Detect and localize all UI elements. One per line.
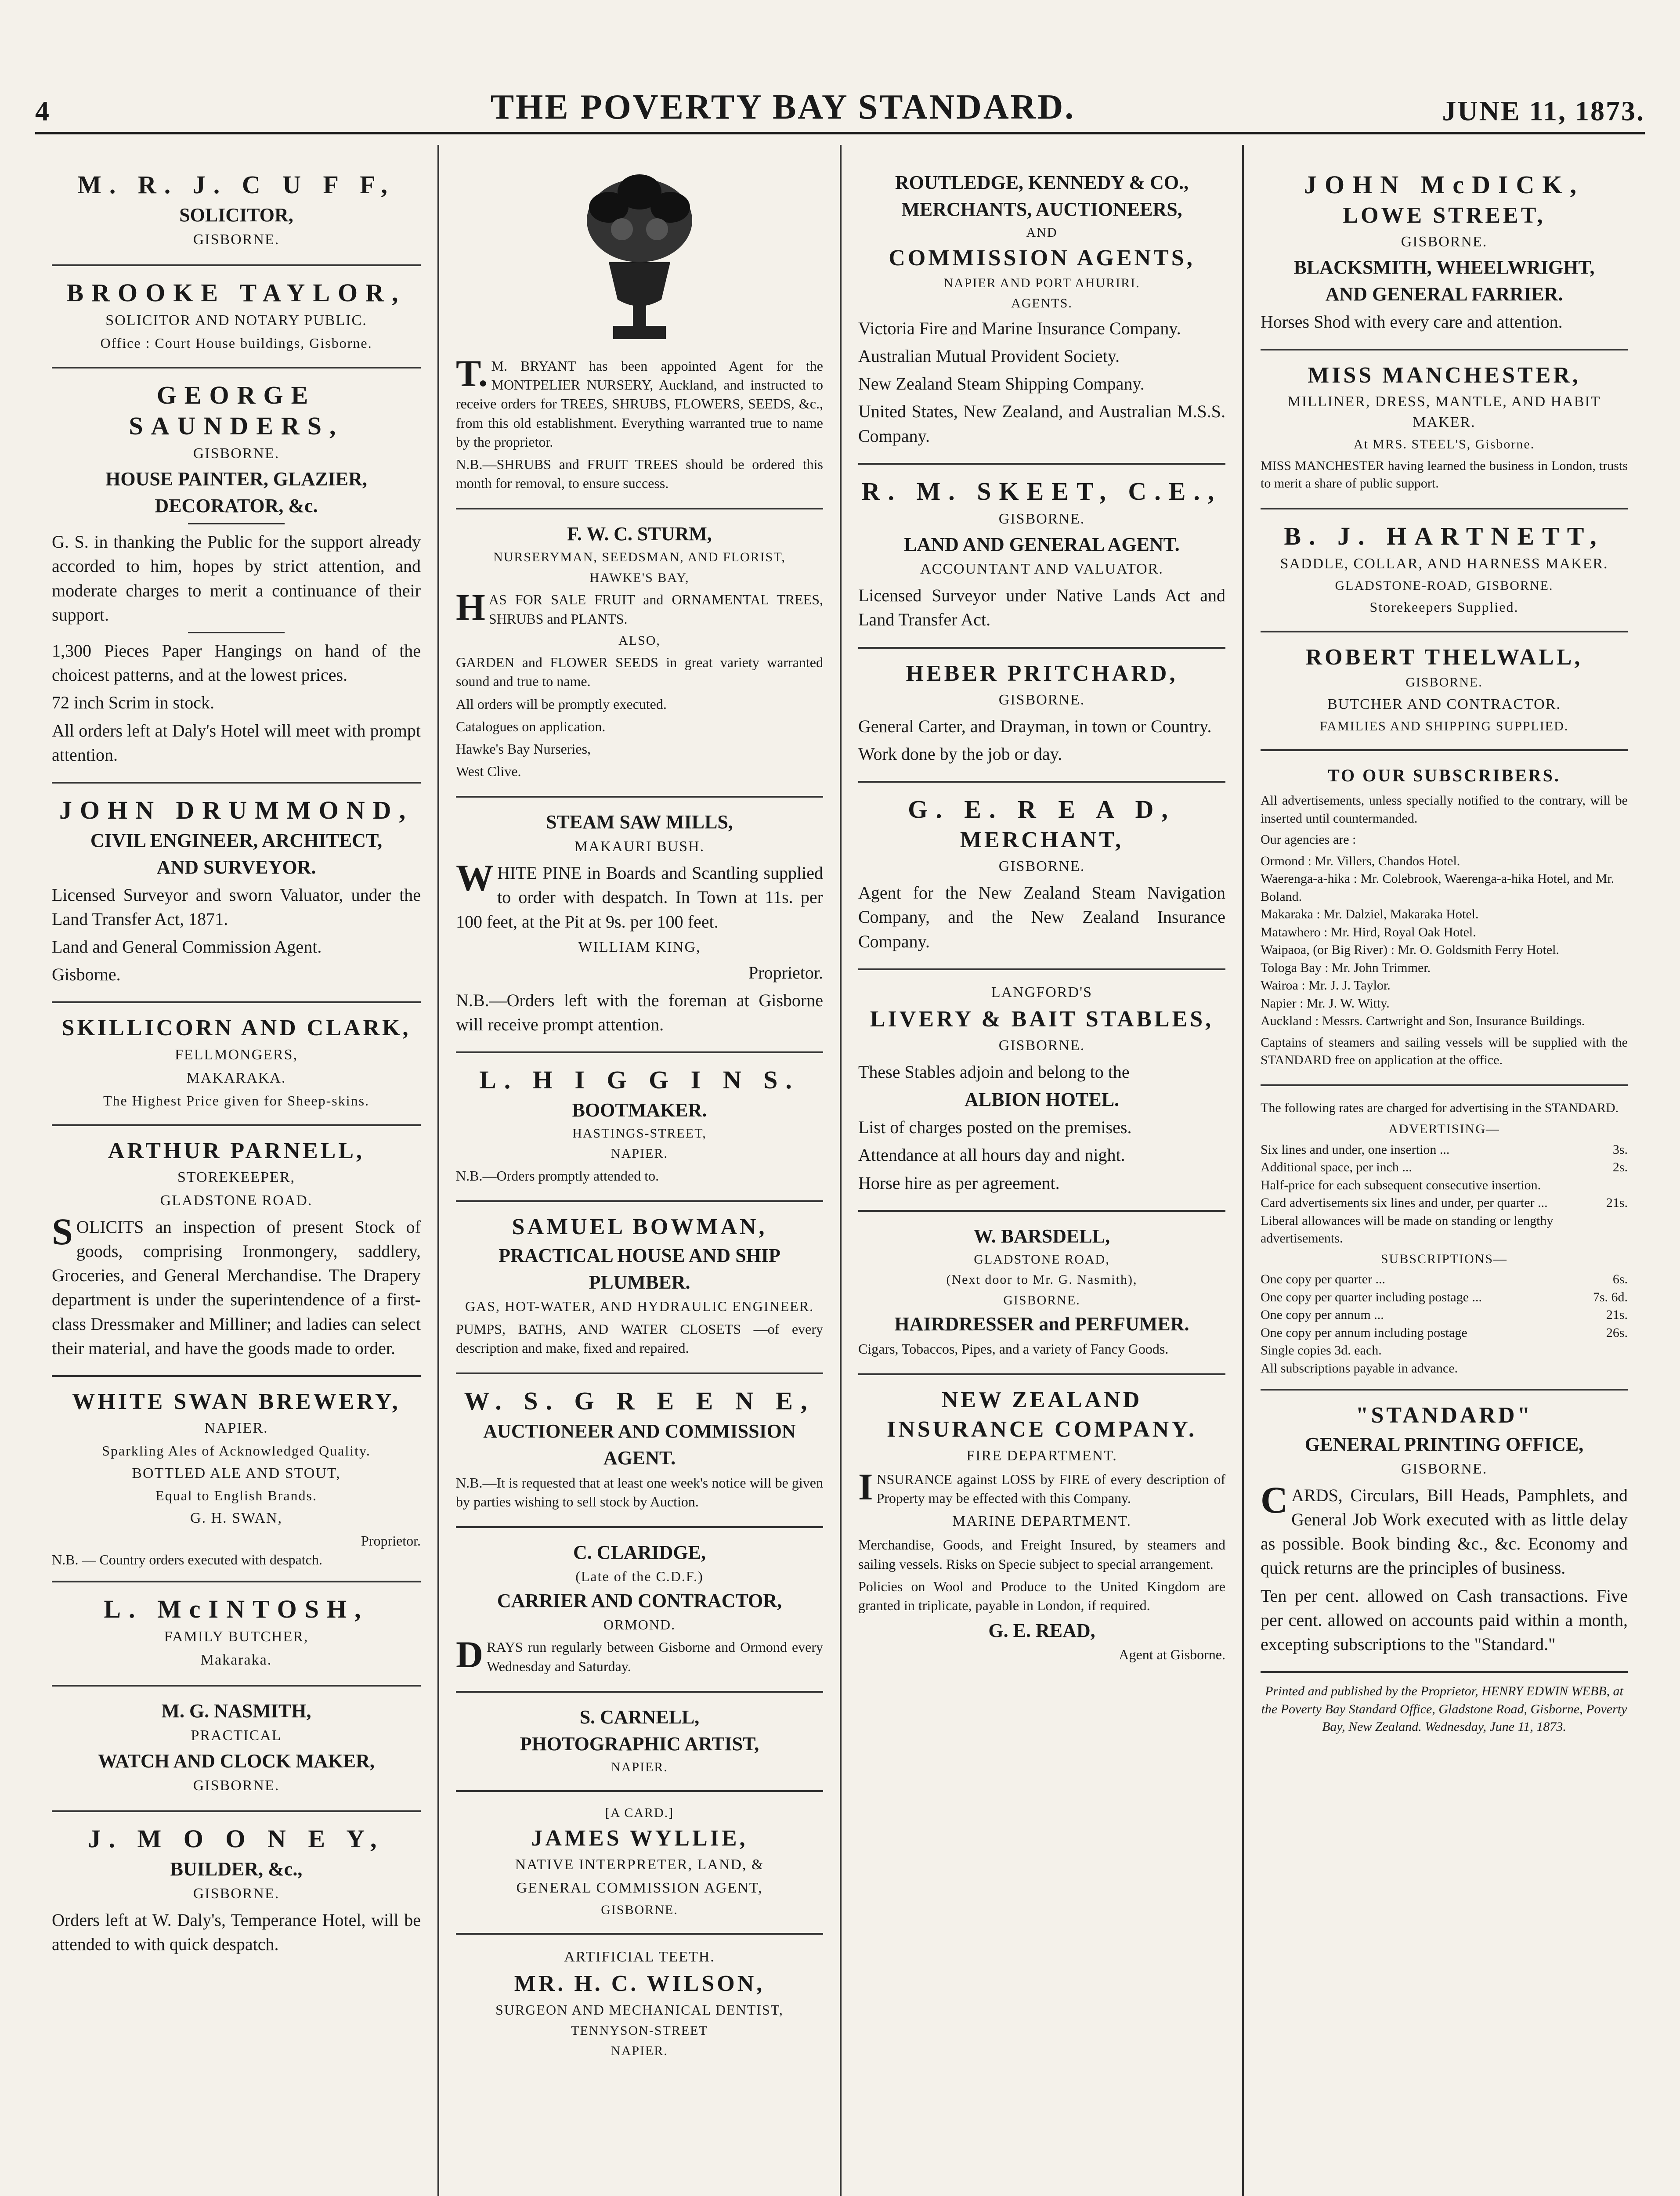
ad-skeet [858,465,1225,649]
rate-price: 21s. [1606,1196,1628,1210]
rate-row [1261,1141,1628,1159]
ad-line: BOTTLED ALE AND STOUT, [132,1465,341,1481]
ad-body: Policies on Wool and Produce to the United Kingdom are granted in triplicate, payable in London, if required. [858,1578,1225,1613]
ad-name: ROUTLEDGE, KENNEDY & CO., [895,172,1189,193]
ad-town: NAPIER. [611,1759,668,1774]
ad-trade: FAMILY BUTCHER, [164,1629,309,1645]
ad-trade: GAS, HOT-WATER, AND HYDRAULIC ENGINEER. [465,1298,814,1315]
ad-cuff [52,158,421,266]
notice-subscribers [1261,751,1628,1086]
issue-date: JUNE 11, 1873. [1442,95,1645,126]
ad-trade: BOOTMAKER. [572,1099,707,1121]
ad-printing-office [1261,1391,1628,1673]
ad-town: MAKARAKA. [186,1069,286,1086]
ad-body: Work done by the job or day. [858,744,1062,764]
ad-town: GISBORNE. [1003,1293,1080,1307]
ad-town: HAWKE'S BAY, [589,570,690,585]
ad-title: AND SURVEYOR. [156,856,316,878]
ad-name: INSURANCE COMPANY. [886,1416,1197,1442]
ad-name: W. S. G R E E N E, [464,1386,815,1415]
notice-agencies-label: Our agencies are : [1261,832,1356,847]
ad-owner-title: Proprietor. [361,1532,421,1549]
ad-name: B. J. HARTNETT, [1284,521,1604,550]
ad-town: Makaraka. [200,1652,272,1669]
ad-pritchard [858,649,1225,783]
ad-note: N.B.—SHRUBS and FRUIT TREES should be ordered this month for removal, to ensure success. [456,456,823,491]
divider [188,523,285,524]
ad-trade: PHOTOGRAPHIC ARTIST, [520,1733,759,1755]
ad-also: ALSO, [618,633,661,648]
ad-name: R. M. SKEET, C.E., [861,477,1222,506]
ad-body: Catalogues on application. [456,718,606,734]
ad-town: GISBORNE. [1405,675,1483,690]
rate-row [1261,1360,1628,1378]
ad-owner-title: Proprietor. [748,962,823,982]
ad-body: WHITE PINE in Boards and Scantling supplied to order with despatch. In Town at 11s. per 100 feet, at the Pit at 9s. per 100 feet. [456,856,823,932]
ad-road: GLADSTONE ROAD. [160,1192,313,1209]
ad-body: Licensed Surveyor under Native Lands Act and Land Transfer Act. [858,585,1225,630]
masthead [35,83,1645,134]
rate-label: One copy per annum ... [1261,1307,1384,1322]
rate-price: 2s. [1612,1160,1628,1175]
ad-nz-insurance [858,1375,1225,1676]
ad-trade: NATIVE INTERPRETER, LAND, & [515,1856,764,1873]
ad-trade: SURGEON AND MECHANICAL DENTIST, [495,2001,784,2018]
ad-name: L. H I G G I N S. [479,1065,800,1094]
ad-body: GARDEN and FLOWER SEEDS in great variety warranted sound and true to name. [456,654,823,690]
ad-name: ARTHUR PARNELL, [108,1138,365,1163]
ad-trade: BUILDER, &c., [170,1858,303,1880]
rate-row [1261,1306,1628,1324]
ad-heading: ARTIFICIAL TEETH. [564,1949,715,1965]
ad-agent-title: Agent at Gisborne. [1119,1647,1225,1663]
ad-body: MISS MANCHESTER having learned the business in London, trusts to merit a share of public support. [1261,458,1628,491]
agency-item: Wairoa : Mr. J. J. Taylor. [1261,978,1391,993]
ad-body: Land and General Commission Agent. [52,936,322,957]
ad-barsdell [858,1212,1225,1376]
ad-trade: FELLMONGERS, [175,1046,298,1063]
ad-mcintosh [52,1582,421,1687]
ad-town: GISBORNE. [193,1777,280,1794]
ad-town: GISBORNE. [998,858,1085,875]
rate-price: 7s. 6d. [1593,1289,1628,1304]
ad-line: Sparkling Ales of Acknowledged Quality. [102,1443,371,1459]
ad-body: FAMILIES AND SHIPPING SUPPLIED. [1319,719,1569,733]
ad-goods: Cigars, Tobaccos, Pipes, and a variety of Fancy Goods. [858,1341,1169,1357]
ad-trade: PRACTICAL HOUSE AND SHIP [499,1245,780,1267]
rate-row [1261,1342,1628,1360]
ad-carnell [456,1693,823,1792]
ad-body: General Carter, and Drayman, in town or Country. [858,716,1212,736]
rate-price: 26s. [1606,1325,1628,1340]
agency-item: Tologa Bay : Mr. John Trimmer. [1261,960,1431,975]
ad-town: GISBORNE. [1401,233,1488,250]
rate-label: Six lines and under, one insertion ... [1261,1142,1450,1157]
rate-row [1261,1194,1628,1212]
ad-body: Horse hire as per agreement. [858,1173,1060,1193]
ad-trade: MILLINER, DRESS, MANTLE, AND HABIT MAKER. [1287,394,1601,431]
ad-skillicorn [52,1003,421,1126]
ad-road: GLADSTONE-ROAD, GISBORNE. [1335,578,1554,593]
ad-line: Equal to English Brands. [155,1488,317,1504]
ad-body: All orders will be promptly executed. [456,696,667,712]
ad-sturm [456,509,823,798]
ad-address: West Clive. [456,763,521,780]
ad-body: INSURANCE against LOSS by FIRE of every description of Property may be effected with this Company. [858,1466,1225,1508]
ad-trade: BUTCHER AND CONTRACTOR. [1327,696,1561,712]
ad-body: HAS FOR SALE FRUIT and ORNAMENTAL TREES, SHRUBS and PLANTS. [456,586,823,628]
ad-name: LANGFORD'S [991,984,1093,1000]
ad-body: 1,300 Pieces Paper Hangings on hand of the choicest patterns, and at the lowest prices. [52,641,421,685]
ad-body: DRAYS run regularly between Gisborne and Ormond every Wednesday and Saturday. [456,1633,823,1676]
ad-body: Horses Shod with every care and attention. [1261,311,1563,332]
ad-agency: Victoria Fire and Marine Insurance Company. [858,318,1181,338]
ad-town: NAPIER. [611,2044,668,2059]
columns [35,145,1645,2196]
ad-section: FIRE DEPARTMENT. [966,1448,1117,1464]
ad-trade: ACCOUNTANT AND VALUATOR. [920,561,1163,578]
ad-routledge [858,158,1225,465]
ad-mooney [52,1812,421,1971]
ad-title: SOLICITOR, [179,204,293,226]
ad-name: STEAM SAW MILLS, [546,811,733,833]
ad-town: GISBORNE. [998,1037,1085,1054]
column-1 [35,145,437,2196]
ad-street: TENNYSON-STREET [571,2023,708,2038]
ad-street: HASTINGS-STREET, [572,1126,707,1141]
ad-body: Storekeepers Supplied. [1369,599,1519,615]
ad-note: N.B. — Country orders executed with despatch. [52,1551,322,1568]
ad-body: Licensed Surveyor and sworn Valuator, under the Land Transfer Act, 1871. [52,885,421,929]
ad-sawmills [456,798,823,1053]
page-number: 4 [35,95,49,126]
rate-row [1261,1271,1628,1289]
ad-saunders [52,368,421,784]
ad-name: WHITE SWAN BREWERY, [72,1389,401,1415]
ad-wyllie [456,1792,823,1935]
ad-name: M. R. J. C U F F, [77,170,395,199]
ad-town: NAPIER. [204,1420,268,1437]
ad-note: N.B.—Orders left with the foreman at Gisborne will receive prompt attention. [456,990,823,1035]
ad-trade: PLUMBER. [589,1271,690,1293]
column-4 [1242,145,1644,2196]
ad-name: "STANDARD" [1355,1403,1533,1428]
ad-name: GEORGE SAUNDERS, [129,381,344,440]
ad-hartnett [1261,509,1628,632]
ad-body: PUMPS, BATHS, AND WATER CLOSETS —of every description and make, fixed and repaired. [456,1321,823,1356]
ad-hotel: ALBION HOTEL. [964,1089,1120,1111]
ad-body: T.M. BRYANT has been appointed Agent for the MONTPELIER NURSERY, Auckland, and instructed to receive orders for TREES, SHRUBS, FLOWERS, SEEDS, &c., from this old establishment. Everything warranted true to name by the proprietor. [456,352,823,450]
rate-label: One copy per quarter including postage ... [1261,1289,1482,1304]
ad-name: W. BARSDELL, [973,1225,1110,1247]
rate-row [1261,1324,1628,1342]
rate-label: One copy per quarter ... [1261,1272,1386,1287]
ad-name: HEBER PRITCHARD, [906,661,1178,686]
ad-title: SOLICITOR AND NOTARY PUBLIC. [105,312,367,329]
ad-trade: LAND AND GENERAL AGENT. [904,534,1180,556]
ad-body: Attendance at all hours day and night. [858,1145,1125,1165]
ad-trade: MERCHANT, [960,827,1124,852]
rate-label: Liberal allowances will be made on standing or lengthy advertisements. [1261,1213,1554,1246]
ad-address: At MRS. STEEL'S, Gisborne. [1353,437,1535,452]
notice-rates [1261,1086,1628,1391]
ad-trade: STOREKEEPER, [177,1169,295,1186]
ad-greene [456,1374,823,1528]
ad-agency: Australian Mutual Provident Society. [858,346,1120,366]
ad-name: BROOKE TAYLOR, [66,278,406,307]
ad-trade: MERCHANTS, AUCTIONEERS, [901,199,1182,220]
ad-note: The Highest Price given for Sheep-skins. [103,1092,370,1109]
ad-place: NAPIER AND PORT AHURIRI. [943,275,1140,290]
ad-body: Agent for the New Zealand Steam Navigation Company, and the New Zealand Insurance Company. [858,883,1225,951]
ad-owner: G. H. SWAN, [190,1510,282,1526]
ad-thelwall [1261,632,1628,751]
ad-wilson [456,1935,823,2074]
ad-late: (Late of the C.D.F.) [575,1568,704,1584]
ad-address: Hawke's Bay Nurseries, [456,740,591,757]
agency-item: Napier : Mr. J. W. Witty. [1261,996,1390,1011]
ad-body: 72 inch Scrim in stock. [52,693,214,713]
ad-taylor [52,266,421,369]
column-2 [437,145,840,2196]
ad-town: GISBORNE. [998,692,1085,708]
rate-label: Card advertisements six lines and under, per quarter ... [1261,1196,1548,1210]
rate-row [1261,1212,1628,1248]
ad-parnell [52,1126,421,1377]
rate-price: 21s. [1606,1307,1628,1322]
ad-title: NURSERYMAN, SEEDSMAN, AND FLORIST, [493,550,786,565]
ad-trade: HAIRDRESSER and PERFUMER. [894,1313,1189,1335]
ad-read [858,783,1225,970]
ad-trade: CARRIER AND CONTRACTOR, [497,1590,782,1612]
ad-langford [858,970,1225,1212]
agency-item: Auckland : Messrs. Cartwright and Son, Insurance Buildings. [1261,1014,1585,1029]
ad-name: NEW ZEALAND [941,1387,1142,1413]
ad-trade: HOUSE PAINTER, GLAZIER, [105,468,367,490]
ad-name: S. CARNELL, [579,1706,700,1728]
ad-and: AND [1026,225,1058,240]
ad-place: MAKAURI BUSH. [574,838,705,855]
ad-town: NAPIER. [611,1146,668,1161]
ad-trade: PRACTICAL [191,1727,282,1744]
imprint-text: Printed and published by the Proprietor, HENRY EDWIN WEBB, at the Poverty Bay Standard Office, Gladstone Road, Gisborne, Poverty Bay, New Zealand. Wednesday, June 11, 1873. [1261,1684,1627,1734]
newspaper-title: THE POVERTY BAY STANDARD. [490,88,1076,126]
ad-dick [1261,158,1628,350]
rates-heading: SUBSCRIPTIONS— [1380,1251,1508,1266]
agency-list [1261,852,1628,1030]
ad-note: N.B.—It is requested that at least one week's notice will be given by parties wishing to sell stock by Auction. [456,1474,823,1510]
ad-trade: GENERAL COMMISSION AGENT, [516,1880,763,1896]
ad-note: N.B.—Orders promptly attended to. [456,1167,659,1184]
ad-body: G. S. in thanking the Public for the support already accorded to him, hopes by strict attention, and moderate charges to merit a continuance of their support. [52,532,421,625]
ad-manchester [1261,350,1628,509]
ad-town: GISBORNE. [1401,1460,1488,1477]
ad-name: GENERAL PRINTING OFFICE, [1304,1433,1584,1455]
ad-body: CARDS, Circulars, Bill Heads, Pamphlets, and General Job Work executed with as little delay as possible. Book binding &c., &c. Economy and quick returns are the principles of business. [1261,1478,1628,1578]
ad-trade: AND GENERAL FARRIER. [1325,283,1563,305]
ad-drummond [52,784,421,1003]
ad-name: LIVERY & BAIT STABLES, [870,1006,1214,1032]
ad-name: ROBERT THELWALL, [1305,644,1583,670]
ad-name: L. McINTOSH, [104,1594,369,1623]
rate-row [1261,1159,1628,1177]
ad-name: MR. H. C. WILSON, [514,1971,765,1997]
ad-street: LOWE STREET, [1343,202,1546,228]
ad-trade: DECORATOR, &c. [155,495,318,517]
divider [188,632,285,633]
ad-bryant [456,158,823,509]
ad-name: SKILLICORN AND CLARK, [61,1015,411,1041]
ad-trade: WATCH AND CLOCK MAKER, [98,1750,375,1772]
ad-claridge [456,1528,823,1693]
ad-body: SOLICITS an inspection of present Stock of goods, comprising Ironmongery, saddlery, Groceries, and General Merchandise. The Drapery department is under the superintendence of a first-class Dressmaker and Milliner; and ladies can select their material, and have the goods made to order. [52,1210,421,1358]
ad-town: GISBORNE. [601,1902,678,1917]
ad-bowman [456,1202,823,1374]
ad-body: All orders left at Daly's Hotel will meet with prompt attention. [52,720,421,765]
column-3 [840,145,1242,2196]
agency-item: Waerenga-a-hika : Mr. Colebrook, Waerenga-a-hika Hotel, and Mr. Boland. [1261,871,1615,904]
rate-row [1261,1289,1628,1307]
ad-card: [A CARD.] [605,1806,674,1820]
ad-name: JOHN DRUMMOND, [59,795,414,824]
ad-name: J. M O O N E Y, [88,1824,385,1853]
ad-higgins [456,1053,823,1202]
ad-section: MARINE DEPARTMENT. [952,1513,1131,1530]
ad-town: GISBORNE. [193,1885,280,1902]
ad-agency: United States, New Zealand, and Australian M.S.S. Company. [858,401,1225,446]
ad-office: Office : Court House buildings, Gisborne. [100,335,372,351]
agency-item: Waipaoa, (or Big River) : Mr. O. Goldsmith Ferry Hotel. [1261,943,1559,957]
ad-title: CIVIL ENGINEER, ARCHITECT, [90,829,383,851]
ad-whiteswan [52,1377,421,1582]
ad-trade: BLACKSMITH, WHEELWRIGHT, [1293,256,1595,278]
rates-intro: The following rates are charged for advertising in the STANDARD. [1261,1100,1619,1115]
rate-label: One copy per annum including postage [1261,1325,1467,1340]
agency-item: Ormond : Mr. Villers, Chandos Hotel. [1261,853,1460,868]
ad-town: GISBORNE. [998,511,1085,527]
ad-road: GLADSTONE ROAD, [974,1252,1110,1267]
rate-price: 3s. [1612,1142,1628,1157]
rates-heading: ADVERTISING— [1388,1122,1500,1137]
ad-body: Orders left at W. Daly's, Temperance Hotel, will be attended to with quick despatch. [52,1910,421,1954]
ad-name: MISS MANCHESTER, [1308,363,1581,388]
ad-town: ORMOND. [603,1617,676,1633]
rate-label: All subscriptions payable in advance. [1261,1361,1458,1376]
ad-next: (Next door to Mr. G. Nasmith), [946,1272,1138,1287]
agency-item: Matawhero : Mr. Hird, Royal Oak Hotel. [1261,925,1476,939]
ad-name: JAMES WYLLIE, [531,1825,748,1851]
ad-name: G. E. R E A D, [908,795,1176,824]
ad-name: JOHN McDICK, [1304,170,1585,199]
ad-town: GISBORNE. [193,445,280,462]
ad-name: F. W. C. STURM, [567,523,712,545]
ad-trade: SADDLE, COLLAR, AND HARNESS MAKER. [1280,556,1608,572]
ad-body: List of charges posted on the premises. [858,1117,1132,1138]
ad-body: These Stables adjoin and belong to the [858,1062,1130,1082]
ad-town: Gisborne. [52,964,121,985]
ad-body: Ten per cent. allowed on Cash transactions. Five per cent. allowed on accounts paid within a month, excepting subscriptions to the "Standard." [1261,1586,1628,1654]
ad-nasmith [52,1687,421,1812]
rate-label: Single copies 3d. each. [1261,1343,1382,1358]
flower-vase-engraving [560,168,719,352]
rate-label: Additional space, per inch ... [1261,1160,1412,1175]
ad-trade: AUCTIONEER AND COMMISSION [483,1420,796,1442]
ad-name: SAMUEL BOWMAN, [512,1214,767,1240]
ad-owner: WILLIAM KING, [578,939,701,955]
ad-name: M. G. NASMITH, [161,1700,311,1722]
notice-intro: All advertisements, unless specially notified to the contrary, will be inserted until countermanded. [1261,793,1628,826]
ad-agency: New Zealand Steam Shipping Company. [858,374,1145,394]
rate-row [1261,1177,1628,1195]
ad-body: Merchandise, Goods, and Freight Insured, by steamers and sailing vessels. Risks on Specie subject to special arrangement. [858,1537,1225,1572]
ad-name: C. CLARIDGE, [573,1541,706,1563]
ad-trade: AGENT. [603,1447,676,1469]
agency-item: Makaraka : Mr. Dalziel, Makaraka Hotel. [1261,907,1479,922]
rate-price: 6s. [1612,1272,1628,1287]
ad-agents: AGENTS. [1011,296,1073,311]
notice-title: TO OUR SUBSCRIBERS. [1328,766,1561,786]
imprint [1261,1673,1628,1748]
ad-trade: COMMISSION AGENTS, [889,245,1195,271]
rate-label: Half-price for each subsequent consecutive insertion. [1261,1177,1541,1192]
ad-agent: G. E. READ, [988,1620,1095,1642]
ad-town: GISBORNE. [193,231,280,248]
notice-captains: Captains of steamers and sailing vessels will be supplied with the STANDARD free on application at the office. [1261,1035,1628,1068]
